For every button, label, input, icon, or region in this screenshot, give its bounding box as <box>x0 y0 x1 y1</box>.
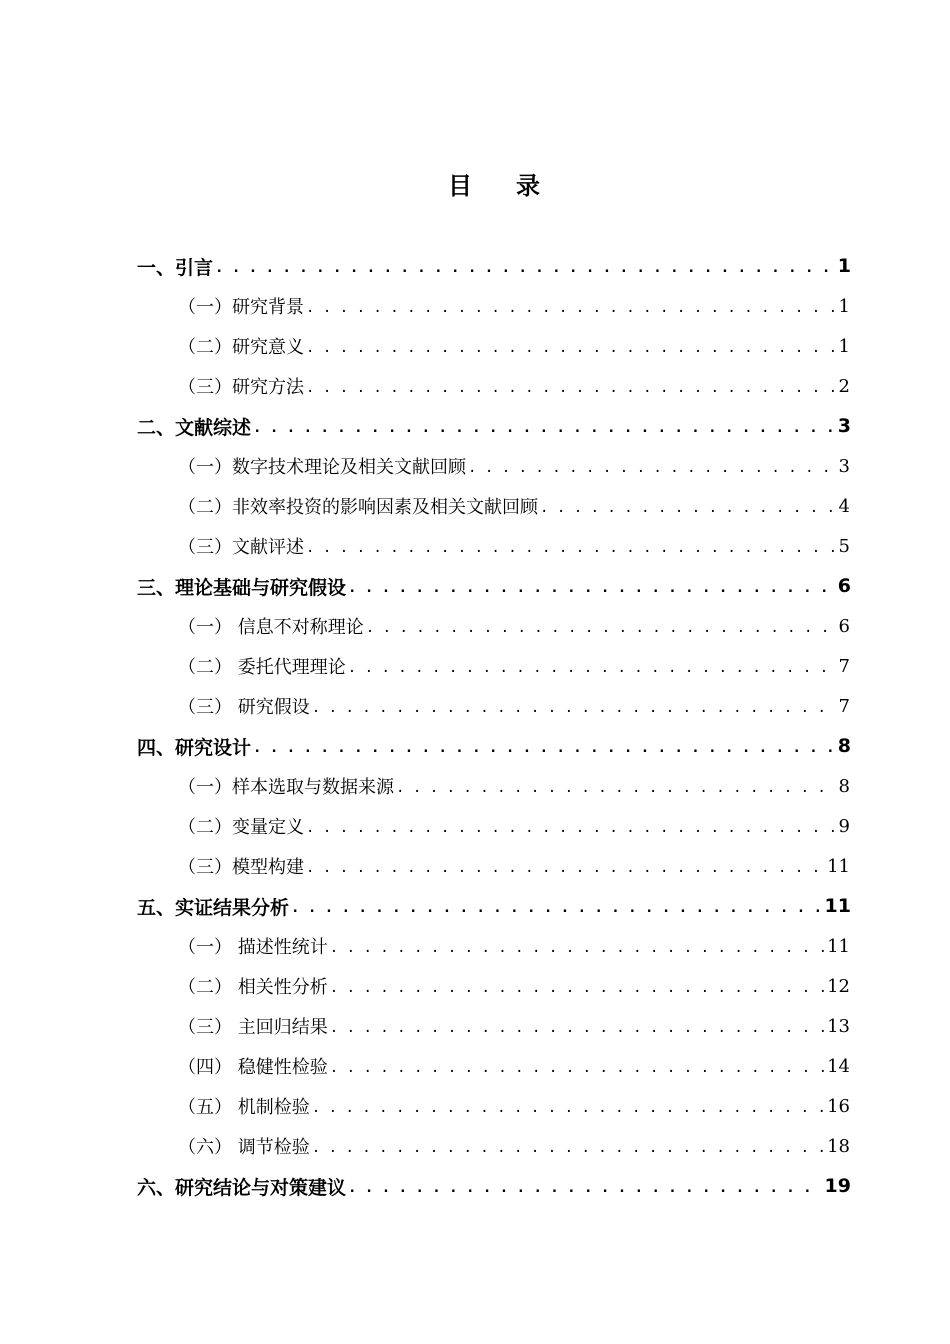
toc-entry-label: 五、实证结果分析 <box>137 896 290 919</box>
toc-entry-page-number: 2 <box>838 375 850 397</box>
toc-entry-label: （三） 主回归结果 <box>178 1017 328 1038</box>
toc-entry-page-number: 19 <box>824 1175 851 1197</box>
toc-entry-page-number: 14 <box>827 1055 850 1077</box>
dot-leader <box>366 615 837 637</box>
toc-section-row[interactable] <box>178 1046 850 1086</box>
toc-entry-label: 二、文献综述 <box>137 416 252 439</box>
toc-entry-label: （六） 调节检验 <box>178 1137 310 1158</box>
toc-entry-label: （二） 相关性分析 <box>178 977 328 998</box>
toc-entry-page-number: 18 <box>827 1135 850 1157</box>
toc-entry-page-number: 12 <box>827 975 850 997</box>
dot-leader <box>396 775 837 797</box>
toc-section-row[interactable] <box>178 526 850 566</box>
toc-chapter-row[interactable] <box>137 246 851 286</box>
toc-entry-label: （一）样本选取与数据来源 <box>178 777 394 798</box>
toc-entry-page-number: 11 <box>824 895 851 917</box>
toc-section-row[interactable] <box>178 926 850 966</box>
toc-chapter-row[interactable] <box>137 726 851 766</box>
dot-leader <box>306 535 837 557</box>
toc-section-row[interactable] <box>178 286 850 326</box>
toc-entry-page-number: 6 <box>838 615 850 637</box>
toc-entry-page-number: 8 <box>838 775 850 797</box>
toc-section-row[interactable] <box>178 486 850 526</box>
dot-leader <box>253 735 836 757</box>
toc-section-row[interactable] <box>178 766 850 806</box>
toc-entry-label: 三、理论基础与研究假设 <box>137 576 347 599</box>
toc-entry-page-number: 3 <box>837 415 851 437</box>
toc-entry-page-number: 3 <box>838 455 850 477</box>
toc-entry-page-number: 11 <box>827 935 850 957</box>
title-char-1: 目 <box>448 172 474 200</box>
toc-entry-label: （一）数字技术理论及相关文献回顾 <box>178 457 466 478</box>
toc-chapter-row[interactable] <box>137 566 851 606</box>
dot-leader <box>306 295 837 317</box>
dot-leader <box>312 1095 825 1117</box>
toc-entry-label: （二）研究意义 <box>178 337 304 358</box>
toc-entry-page-number: 1 <box>837 255 851 277</box>
toc-entry-page-number: 5 <box>838 535 850 557</box>
toc-entry-page-number: 1 <box>838 295 850 317</box>
toc-entry-page-number: 4 <box>838 495 850 517</box>
toc-entry-page-number: 1 <box>838 335 850 357</box>
toc-entry-label: （二）变量定义 <box>178 817 304 838</box>
toc-entry-label: （二） 委托代理理论 <box>178 657 346 678</box>
toc-entry-label: （五） 机制检验 <box>178 1097 310 1118</box>
dot-leader <box>306 335 837 357</box>
toc-entry-label: （一）研究背景 <box>178 297 304 318</box>
toc-entry-page-number: 9 <box>838 815 850 837</box>
page-title <box>0 168 950 204</box>
toc-section-row[interactable] <box>178 846 850 886</box>
dot-leader <box>291 895 823 917</box>
title-char-2: 录 <box>516 172 542 200</box>
toc-section-row[interactable] <box>178 1006 850 1046</box>
toc-section-row[interactable] <box>178 966 850 1006</box>
toc-chapter-row[interactable] <box>137 1166 851 1206</box>
toc-chapter-row[interactable] <box>137 886 851 926</box>
toc-entry-label: （一） 信息不对称理论 <box>178 617 364 638</box>
toc-chapter-row[interactable] <box>137 406 851 446</box>
toc-entry-label: 四、研究设计 <box>137 736 252 759</box>
dot-leader <box>468 455 837 477</box>
dot-leader <box>253 415 836 437</box>
dot-leader <box>312 695 837 717</box>
toc-entry-page-number: 11 <box>827 855 850 877</box>
dot-leader <box>312 1135 825 1157</box>
toc-entry-label: 一、引言 <box>137 256 214 279</box>
toc-entry-page-number: 8 <box>837 735 851 757</box>
toc-entry-page-number: 13 <box>827 1015 850 1037</box>
toc-section-row[interactable] <box>178 446 850 486</box>
dot-leader <box>330 935 825 957</box>
toc-section-row[interactable] <box>178 686 850 726</box>
dot-leader <box>348 1175 823 1197</box>
toc-entry-label: 六、研究结论与对策建议 <box>137 1176 347 1199</box>
toc-entry-label: （三）模型构建 <box>178 857 304 878</box>
toc-entry-label: （四） 稳健性检验 <box>178 1057 328 1078</box>
toc-section-row[interactable] <box>178 1126 850 1166</box>
dot-leader <box>330 975 825 997</box>
dot-leader <box>306 375 837 397</box>
toc-section-row[interactable] <box>178 806 850 846</box>
toc-section-row[interactable] <box>178 646 850 686</box>
dot-leader <box>348 575 836 597</box>
toc-entry-label: （一） 描述性统计 <box>178 937 328 958</box>
dot-leader <box>306 855 825 877</box>
dot-leader <box>215 255 836 277</box>
dot-leader <box>306 815 837 837</box>
toc-entry-label: （三）研究方法 <box>178 377 304 398</box>
toc-section-row[interactable] <box>178 326 850 366</box>
dot-leader <box>348 655 837 677</box>
toc-entry-page-number: 16 <box>827 1095 850 1117</box>
toc-section-row[interactable] <box>178 366 850 406</box>
toc-entry-label: （三） 研究假设 <box>178 697 310 718</box>
toc-entry-page-number: 7 <box>838 695 850 717</box>
toc-section-row[interactable] <box>178 606 850 646</box>
toc-section-row[interactable] <box>178 1086 850 1126</box>
toc-entry-label: （三）文献评述 <box>178 537 304 558</box>
dot-leader <box>330 1055 825 1077</box>
dot-leader <box>330 1015 825 1037</box>
toc-entry-page-number: 6 <box>837 575 851 597</box>
toc-entry-page-number: 7 <box>838 655 850 677</box>
toc-entry-label: （二）非效率投资的影响因素及相关文献回顾 <box>178 497 538 518</box>
dot-leader <box>540 495 837 517</box>
